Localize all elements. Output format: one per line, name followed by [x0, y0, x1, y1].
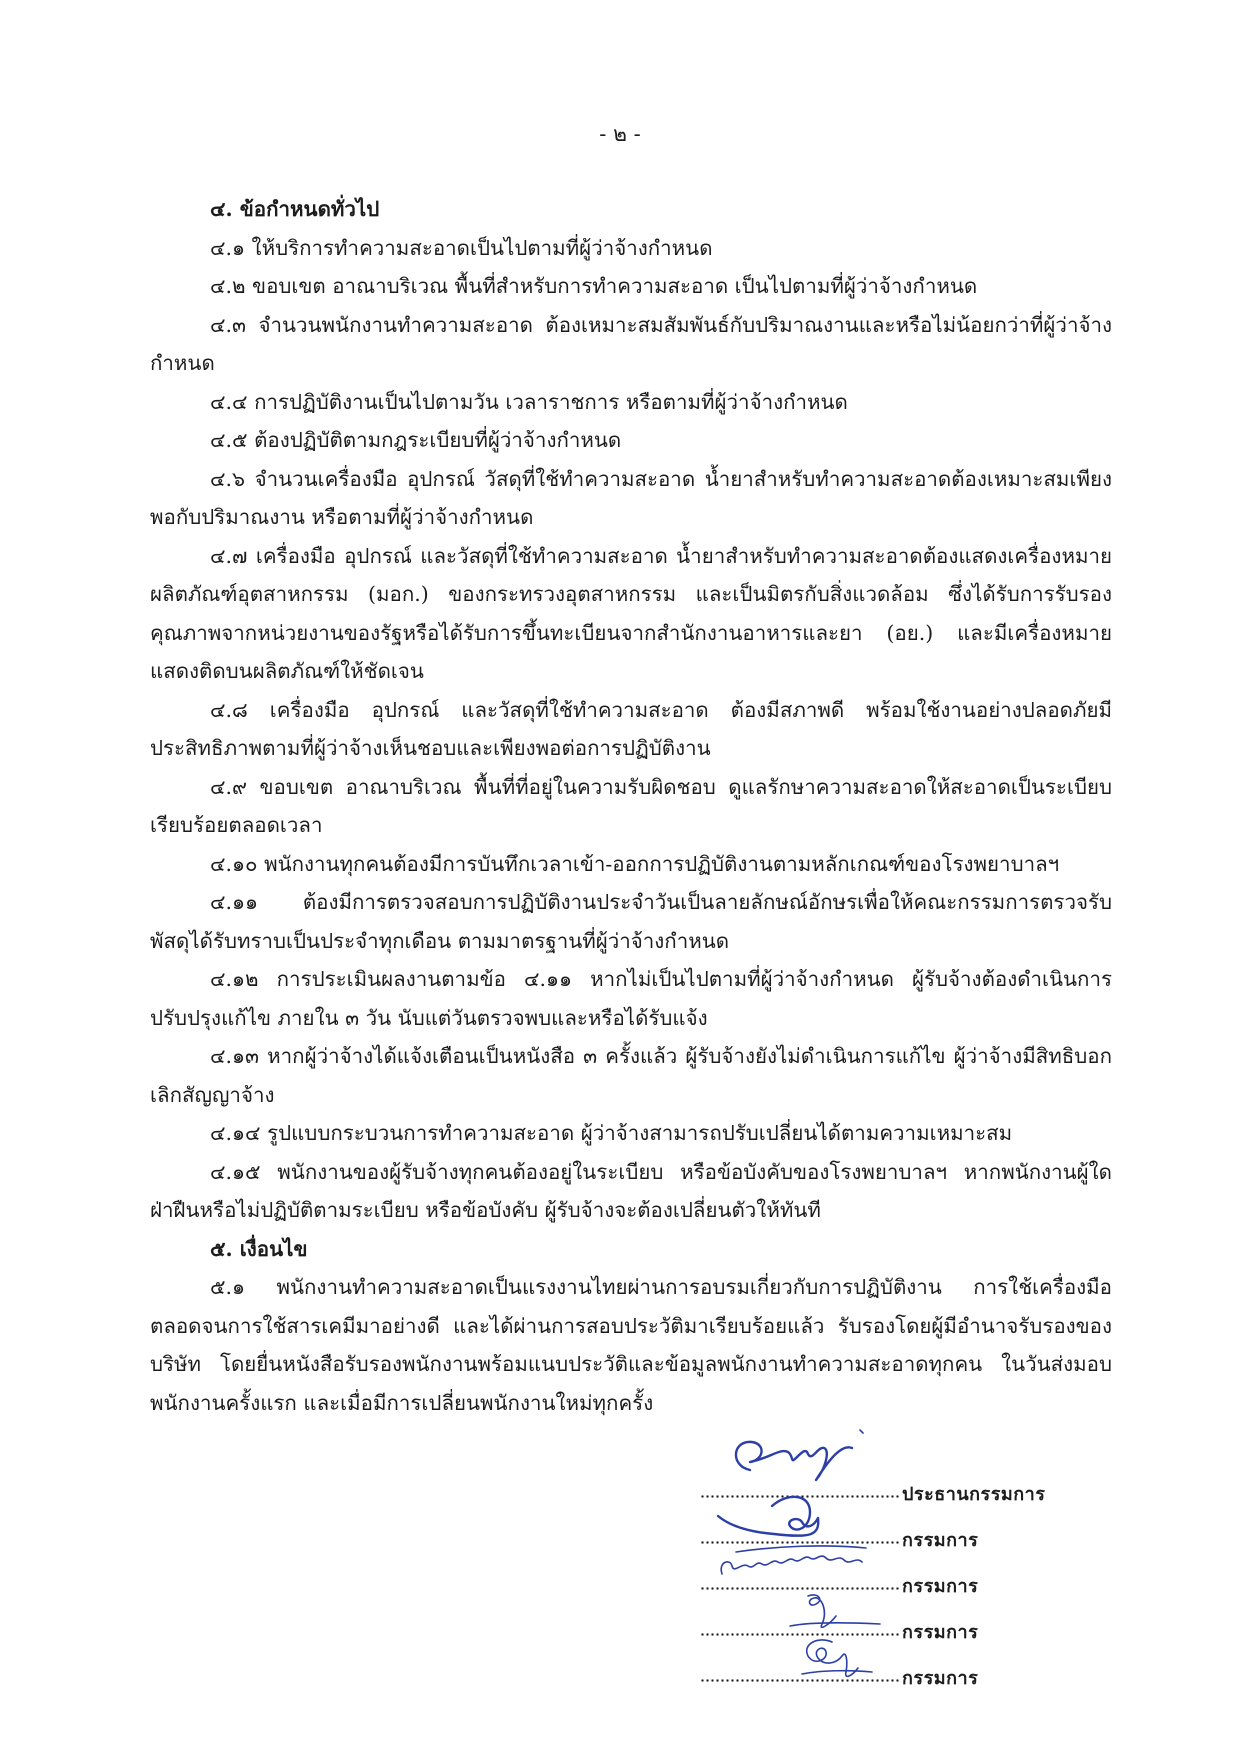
signature-block	[700, 1460, 1120, 1690]
clause-4-14: ๔.๑๔ รูปแบบกระบวนการทำความสะอาด ผู้ว่าจ้างสามารถปรับเปลี่ยนได้ตามความเหมาะสม	[210, 1121, 1013, 1145]
section-heading-conditions: ๕. เงื่อนไข	[210, 1236, 308, 1261]
signatory-title: กรรมการ	[902, 1622, 979, 1643]
clause-4-12: ๔.๑๒ การประเมินผลงานตามข้อ ๔.๑๑ หากไม่เป็นไปตามที่ผู้ว่าจ้างกำหนด ผู้รับจ้างต้องดำเนินการปรับปรุงแก้ไข ภายใน ๓ วัน นับแต่วันตรวจพบและหรือได้รับแจ้ง	[150, 967, 1112, 1030]
signature-row-member-4	[700, 1644, 1120, 1690]
document-body	[150, 190, 1112, 1422]
clause-4-7: ๔.๗ เครื่องมือ อุปกรณ์ และวัสดุที่ใช้ทำความสะอาด น้ำยาสำหรับทำความสะอาดต้องแสดงเครื่องหมายผลิตภัณฑ์อุตสาหกรรม (มอก.) ของกระทรวงอุตสาหกรรม และเป็นมิตรกับสิ่งแวดล้อม ซึ่งได้รับการรับรองคุณภาพจากหน่วยงานของรัฐหรือได้รับการขึ้นทะเบียนจากสำนักงานอาหารและยา (อย.) และมีเครื่องหมายแสดงติดบนผลิตภัณฑ์ให้ชัดเจน	[150, 543, 1112, 683]
clause-4-15: ๔.๑๕ พนักงานของผู้รับจ้างทุกคนต้องอยู่ในระเบียบ หรือข้อบังคับของโรงพยาบาลฯ หากพนักงานผู้ใดฝ่าฝืนหรือไม่ปฏิบัติตามระเบียบ หรือข้อบังคับ ผู้รับจ้างจะต้องเปลี่ยนตัวให้ทันที	[150, 1159, 1112, 1222]
signatory-title: กรรมการ	[902, 1530, 979, 1551]
page-number: - ๒ -	[599, 122, 641, 146]
clause-4-3: ๔.๓ จำนวนพนักงานทำความสะอาด ต้องเหมาะสมสัมพันธ์กับปริมาณงานและหรือไม่น้อยกว่าที่ผู้ว่าจ้างกำหนด	[150, 312, 1112, 375]
signatory-title: ประธานกรรมการ	[902, 1484, 1046, 1505]
signatory-title: กรรมการ	[902, 1576, 979, 1597]
clause-4-10: ๔.๑๐ พนักงานทุกคนต้องมีการบันทึกเวลาเข้า-ออกการปฏิบัติงานตามหลักเกณฑ์ของโรงพยาบาลฯ	[210, 851, 1060, 876]
clause-4-2: ๔.๒ ขอบเขต อาณาบริเวณ พื้นที่สำหรับการทำความสะอาด เป็นไปตามที่ผู้ว่าจ้างกำหนด	[210, 274, 978, 298]
handwritten-signature	[762, 1616, 932, 1686]
signatory-title: กรรมการ	[902, 1668, 979, 1689]
clause-4-9: ๔.๙ ขอบเขต อาณาบริเวณ พื้นที่ที่อยู่ในความรับผิดชอบ ดูแลรักษาความสะอาดให้สะอาดเป็นระเบียบเรียบร้อยตลอดเวลา	[150, 774, 1112, 837]
clause-4-8: ๔.๘ เครื่องมือ อุปกรณ์ และวัสดุที่ใช้ทำความสะอาด ต้องมีสภาพดี พร้อมใช้งานอย่างปลอดภัยมีประสิทธิภาพตามที่ผู้ว่าจ้างเห็นชอบและเพียงพอต่อการปฏิบัติงาน	[150, 697, 1112, 760]
section-heading-general-terms: ๔. ข้อกำหนดทั่วไป	[210, 197, 380, 221]
clause-4-6: ๔.๖ จำนวนเครื่องมือ อุปกรณ์ วัสดุที่ใช้ทำความสะอาด น้ำยาสำหรับทำความสะอาดต้องเหมาะสมเพียงพอกับปริมาณงาน หรือตามที่ผู้ว่าจ้างกำหนด	[150, 466, 1112, 529]
clause-4-13: ๔.๑๓ หากผู้ว่าจ้างได้แจ้งเตือนเป็นหนังสือ ๓ ครั้งแล้ว ผู้รับจ้างยังไม่ดำเนินการแก้ไข ผู้ว่าจ้างมีสิทธิบอกเลิกสัญญาจ้าง	[150, 1044, 1112, 1107]
clause-4-11: ๔.๑๑ ต้องมีการตรวจสอบการปฏิบัติงานประจำวันเป็นลายลักษณ์อักษรเพื่อให้คณะกรรมการตรวจรับพัสดุได้รับทราบเป็นประจำทุกเดือน ตามมาตรฐานที่ผู้ว่าจ้างกำหนด	[150, 890, 1112, 953]
clause-4-4: ๔.๔ การปฏิบัติงานเป็นไปตามวัน เวลาราชการ หรือตามที่ผู้ว่าจ้างกำหนด	[210, 389, 848, 414]
clause-5-1: ๕.๑ พนักงานทำความสะอาดเป็นแรงงานไทยผ่านการอบรมเกี่ยวกับการปฏิบัติงาน การใช้เครื่องมือตลอดจนการใช้สารเคมีมาอย่างดี และได้ผ่านการสอบประวัติมาเรียบร้อยแล้ว รับรองโดยผู้มีอำนาจรับรองของบริษัท โดยยื่นหนังสือรับรองพนักงานพร้อมแนบประวัติและข้อมูลพนักงานทำความสะอาดทุกคน ในวันส่งมอบพนักงานครั้งแรก และเมื่อมีการเปลี่ยนพนักงานใหม่ทุกครั้ง	[150, 1275, 1112, 1415]
clause-4-1: ๔.๑ ให้บริการทำความสะอาดเป็นไปตามที่ผู้ว่าจ้างกำหนด	[210, 235, 713, 260]
clause-4-5: ๔.๕ ต้องปฏิบัติตามกฎระเบียบที่ผู้ว่าจ้างกำหนด	[210, 428, 622, 452]
